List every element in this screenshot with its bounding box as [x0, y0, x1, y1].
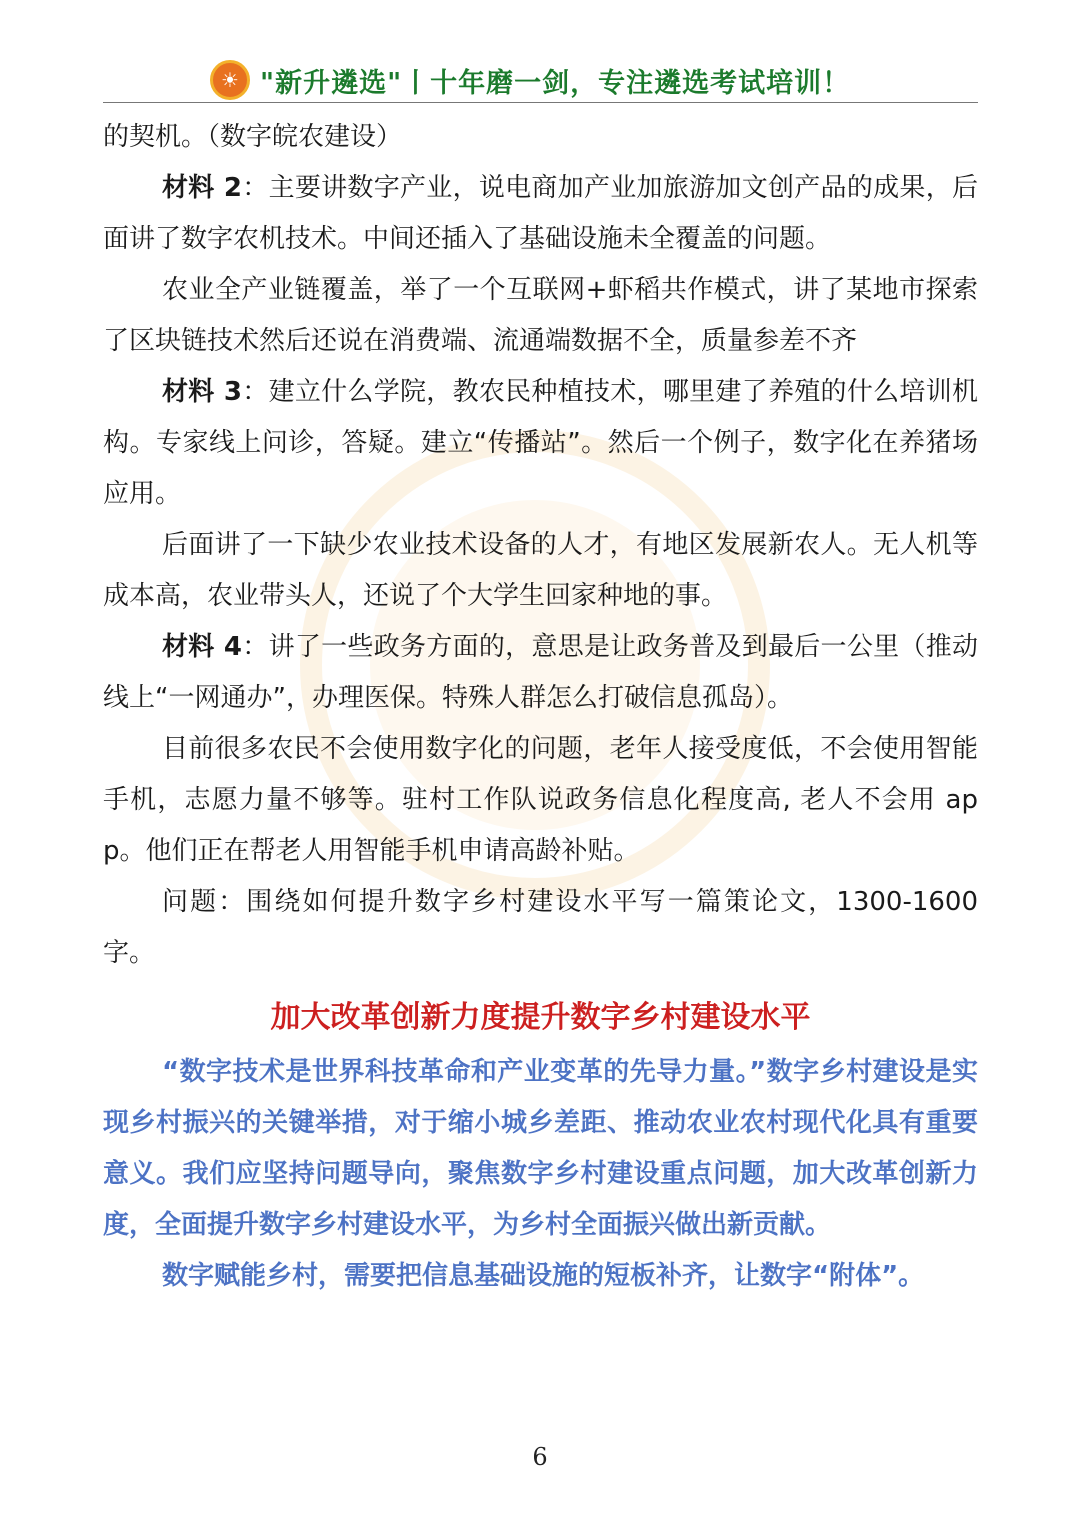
essay-title: 加大改革创新力度提升数字乡村建设水平	[270, 1000, 811, 1035]
sun-emblem-icon: ☀	[210, 60, 250, 100]
material-3-text: ：建立什么学院，教农民种植技术，哪里建了养殖的什么培训机构。专家线上问诊，答疑。建立“传播站”。然后一个例子，数字化在养猪场应用。	[103, 377, 978, 509]
question-paragraph: 问题：围绕如何提升数字乡村建设水平写一篇策论文，1300-1600字。	[103, 887, 978, 968]
essay-point-1-paragraph: 数字赋能乡村，需要把信息基础设施的短板补齐，让数字“附体”。	[162, 1261, 925, 1291]
material-2-text: ：主要讲数字产业，说电商加产业加旅游加文创产品的成果，后面讲了数字农机技术。中间还插入了基础设施未全覆盖的问题。	[103, 173, 978, 254]
material-2-label: 材料 2	[162, 173, 242, 203]
industry-chain-paragraph: 农业全产业链覆盖，举了一个互联网+虾稻共作模式，讲了某地市探索了区块链技术然后还说在消费端、流通端数据不全，质量参差不齐	[103, 275, 978, 356]
header-slogan: "新升遴选"丨十年磨一剑，专注遴选考试培训！	[260, 67, 851, 99]
material-4-text: ：讲了一些政务方面的，意思是让政务普及到最后一公里（推动线上“一网通办”，办理医保。特殊人群怎么打破信息孤岛）。	[103, 632, 978, 713]
paragraph-continuation: 的契机。（数字皖农建设）	[103, 122, 403, 152]
page-content	[103, 112, 978, 1302]
material-2-paragraph	[103, 163, 978, 265]
essay-intro-paragraph: “数字技术是世界科技革命和产业变革的先导力量。”数字乡村建设是实现乡村振兴的关键举措，对于缩小城乡差距、推动农业农村现代化具有重要意义。我们应坚持问题导向，聚焦数字乡村建设重点问题，加大改革创新力度，全面提升数字乡村建设水平，为乡村全面振兴做出新贡献。	[103, 1057, 978, 1240]
header-divider	[103, 102, 978, 103]
material-4-paragraph	[103, 622, 978, 724]
talent-paragraph: 后面讲了一下缺少农业技术设备的人才，有地区发展新农人。无人机等成本高，农业带头人，还说了个大学生回家种地的事。	[103, 530, 978, 611]
elderly-paragraph: 目前很多农民不会使用数字化的问题，老年人接受度低，不会使用智能手机，志愿力量不够等。驻村工作队说政务信息化程度高, 老人不会用 app。他们正在帮老人用智能手机申请高龄补贴。	[103, 734, 978, 866]
page-header	[210, 56, 890, 104]
material-4-label: 材料 4	[162, 632, 242, 662]
material-3-paragraph	[103, 367, 978, 520]
page-number: 6	[532, 1443, 548, 1471]
material-3-label: 材料 3	[162, 377, 242, 407]
